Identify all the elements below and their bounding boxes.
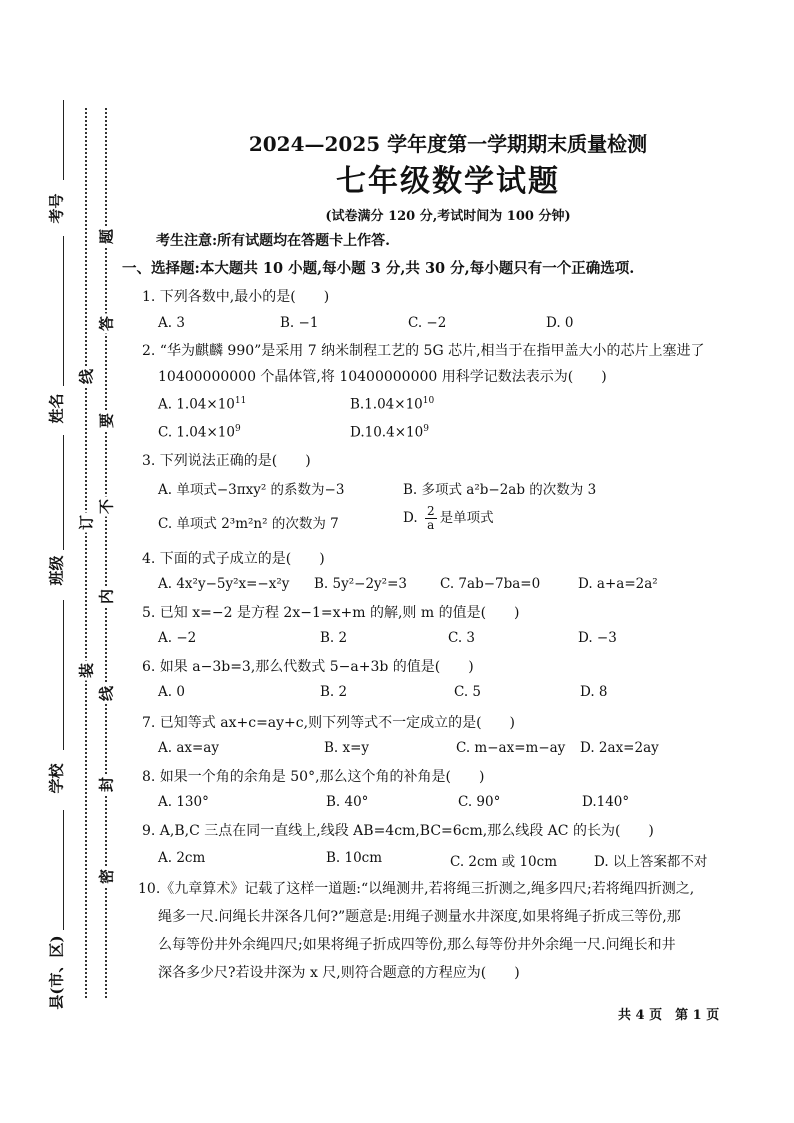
question-stem: 10400000000 个晶体管,将 10400000000 用科学记数法表示为( ) xyxy=(158,369,607,385)
class-line xyxy=(63,435,64,550)
option-c: C. 3 xyxy=(448,630,476,646)
option-c: C. $1.04\times 10^9$ xyxy=(158,424,241,441)
option-b: B. 2 xyxy=(320,630,348,646)
school-label: 学校 xyxy=(47,763,66,794)
option-c: C. m−ax=m−ay xyxy=(456,740,566,756)
name-label: 姓名 xyxy=(47,393,66,424)
option-d: D. −3 xyxy=(578,630,617,646)
option-a: A. 2cm xyxy=(158,850,206,866)
seal-char: 线 xyxy=(96,684,117,704)
question-stem: 深各多少尺?若设井深为 x 尺,则符合题意的方程应为( ) xyxy=(158,965,520,981)
option-b: $B.1.04\times 10^{10}$ xyxy=(350,396,435,413)
seal-char: 封 xyxy=(96,775,117,795)
option-d: $D.10.4\times 10^9$ xyxy=(350,424,429,441)
page-number: 共 4 页 第 1 页 xyxy=(618,1008,720,1023)
seal-char: 内 xyxy=(96,587,117,607)
option-d: D. a+a=2a² xyxy=(578,576,658,592)
question-stem: 4. 下面的式子成立的是( ) xyxy=(142,551,325,567)
option-b: B. 多项式 a²b−2ab 的次数为 3 xyxy=(403,482,597,498)
exam-main-title: 七年级数学试题 xyxy=(336,164,560,199)
question-stem: 5. 已知 x=−2 是方程 2x−1=x+m 的解,则 m 的值是( ) xyxy=(142,605,520,621)
seal-char: 装 xyxy=(76,661,97,681)
option-a: A. 3 xyxy=(158,315,185,331)
question-stem: 1. 下列各数中,最小的是( ) xyxy=(142,289,330,305)
question-stem: 7. 已知等式 ax+c=ay+c,则下列等式不一定成立的是( ) xyxy=(142,715,516,731)
option-d: D. 2ax=2ay xyxy=(580,740,659,756)
option-c: C. 5 xyxy=(454,684,482,700)
fraction: $\frac{2}{a}$ xyxy=(426,504,435,532)
question-stem: 么每等份井外余绳四尺;如果将绳子折成四等份,那么每等份井外余绳一尺.问绳长和井 xyxy=(158,937,676,953)
question-stem: 9. A,B,C 三点在同一直线上,线段 AB=4cm,BC=6cm,那么线段 AC 的长为( ) xyxy=(142,823,654,839)
option-a: A. 4x²y−5y²x=−x²y xyxy=(158,576,290,592)
question-stem: 绳多一尺.问绳长井深各几何?”题意是:用绳子测量水井深度,如果将绳子折成三等份,那 xyxy=(158,909,681,925)
option-d: D. 0 xyxy=(546,315,574,331)
seal-char: 答 xyxy=(96,314,117,334)
option-c: C. 单项式 2³m²n² 的次数为 7 xyxy=(158,516,339,532)
seal-char: 线 xyxy=(76,367,97,387)
county-line xyxy=(63,810,64,930)
seal-char: 订 xyxy=(76,513,97,533)
exam-number-line xyxy=(63,100,64,180)
seal-dashed-line-outer xyxy=(85,108,87,998)
binding-margin xyxy=(0,0,125,1123)
option-b: B. 2 xyxy=(320,684,348,700)
exam-number-label: 考号 xyxy=(47,193,66,224)
option-d: D. $\frac{2}{a}$ 是单项式 xyxy=(403,504,494,532)
seal-char: 密 xyxy=(96,867,117,887)
exam-notice: 考生注意:所有试题均在答题卡上作答. xyxy=(156,233,391,249)
option-d: D. 以上答案都不对 xyxy=(594,854,708,870)
question-stem: 10.《九章算术》记载了这样一道题:“以绳测井,若将绳三折测之,绳多四尺;若将绳四折测之, xyxy=(138,881,695,897)
question-stem: 3. 下列说法正确的是( ) xyxy=(142,453,311,469)
option-d: D. 8 xyxy=(580,684,608,700)
option-b: B. −1 xyxy=(280,315,319,331)
seal-char: 题 xyxy=(96,227,117,247)
county-label: 县(市、区) xyxy=(47,935,66,1010)
option-a: A. 单项式−3πxy² 的系数为−3 xyxy=(158,482,345,498)
question-stem: 8. 如果一个角的余角是 50°,那么这个角的补角是( ) xyxy=(142,769,485,785)
option-b: B. x=y xyxy=(324,740,370,756)
option-b: B. 40° xyxy=(326,794,369,810)
school-line xyxy=(63,600,64,750)
option-d: D.140° xyxy=(582,794,630,810)
option-c: C. 90° xyxy=(458,794,501,810)
option-c: C. −2 xyxy=(408,315,447,331)
option-a: A. 130° xyxy=(158,794,209,810)
class-label: 班级 xyxy=(47,555,66,586)
option-b: B. 5y²−2y²=3 xyxy=(314,576,407,592)
exam-year-title: 2024—2025 学年度第一学期期末质量检测 xyxy=(248,132,648,156)
exam-subtitle: (试卷满分 120 分,考试时间为 100 分钟) xyxy=(325,209,571,224)
option-c: C. 7ab−7ba=0 xyxy=(440,576,541,592)
question-stem: 2. “华为麒麟 990”是采用 7 纳米制程工艺的 5G 芯片,相当于在指甲盖大小的芯片上塞进了 xyxy=(142,343,705,359)
name-line xyxy=(63,236,64,386)
option-a: A. 0 xyxy=(158,684,185,700)
seal-char: 要 xyxy=(96,411,117,431)
option-a: A. $1.04\times 10^{11}$ xyxy=(158,396,247,413)
option-c: C. 2cm 或 10cm xyxy=(450,854,558,870)
question-stem: 6. 如果 a−3b=3,那么代数式 5−a+3b 的值是( ) xyxy=(142,659,474,675)
option-a: A. −2 xyxy=(158,630,197,646)
option-b: B. 10cm xyxy=(326,850,383,866)
option-a: A. ax=ay xyxy=(158,740,219,756)
section-heading: 一、选择题:本大题共 10 小题,每小题 3 分,共 30 分,每小题只有一个正确选项. xyxy=(122,260,635,277)
seal-char: 不 xyxy=(96,497,117,517)
